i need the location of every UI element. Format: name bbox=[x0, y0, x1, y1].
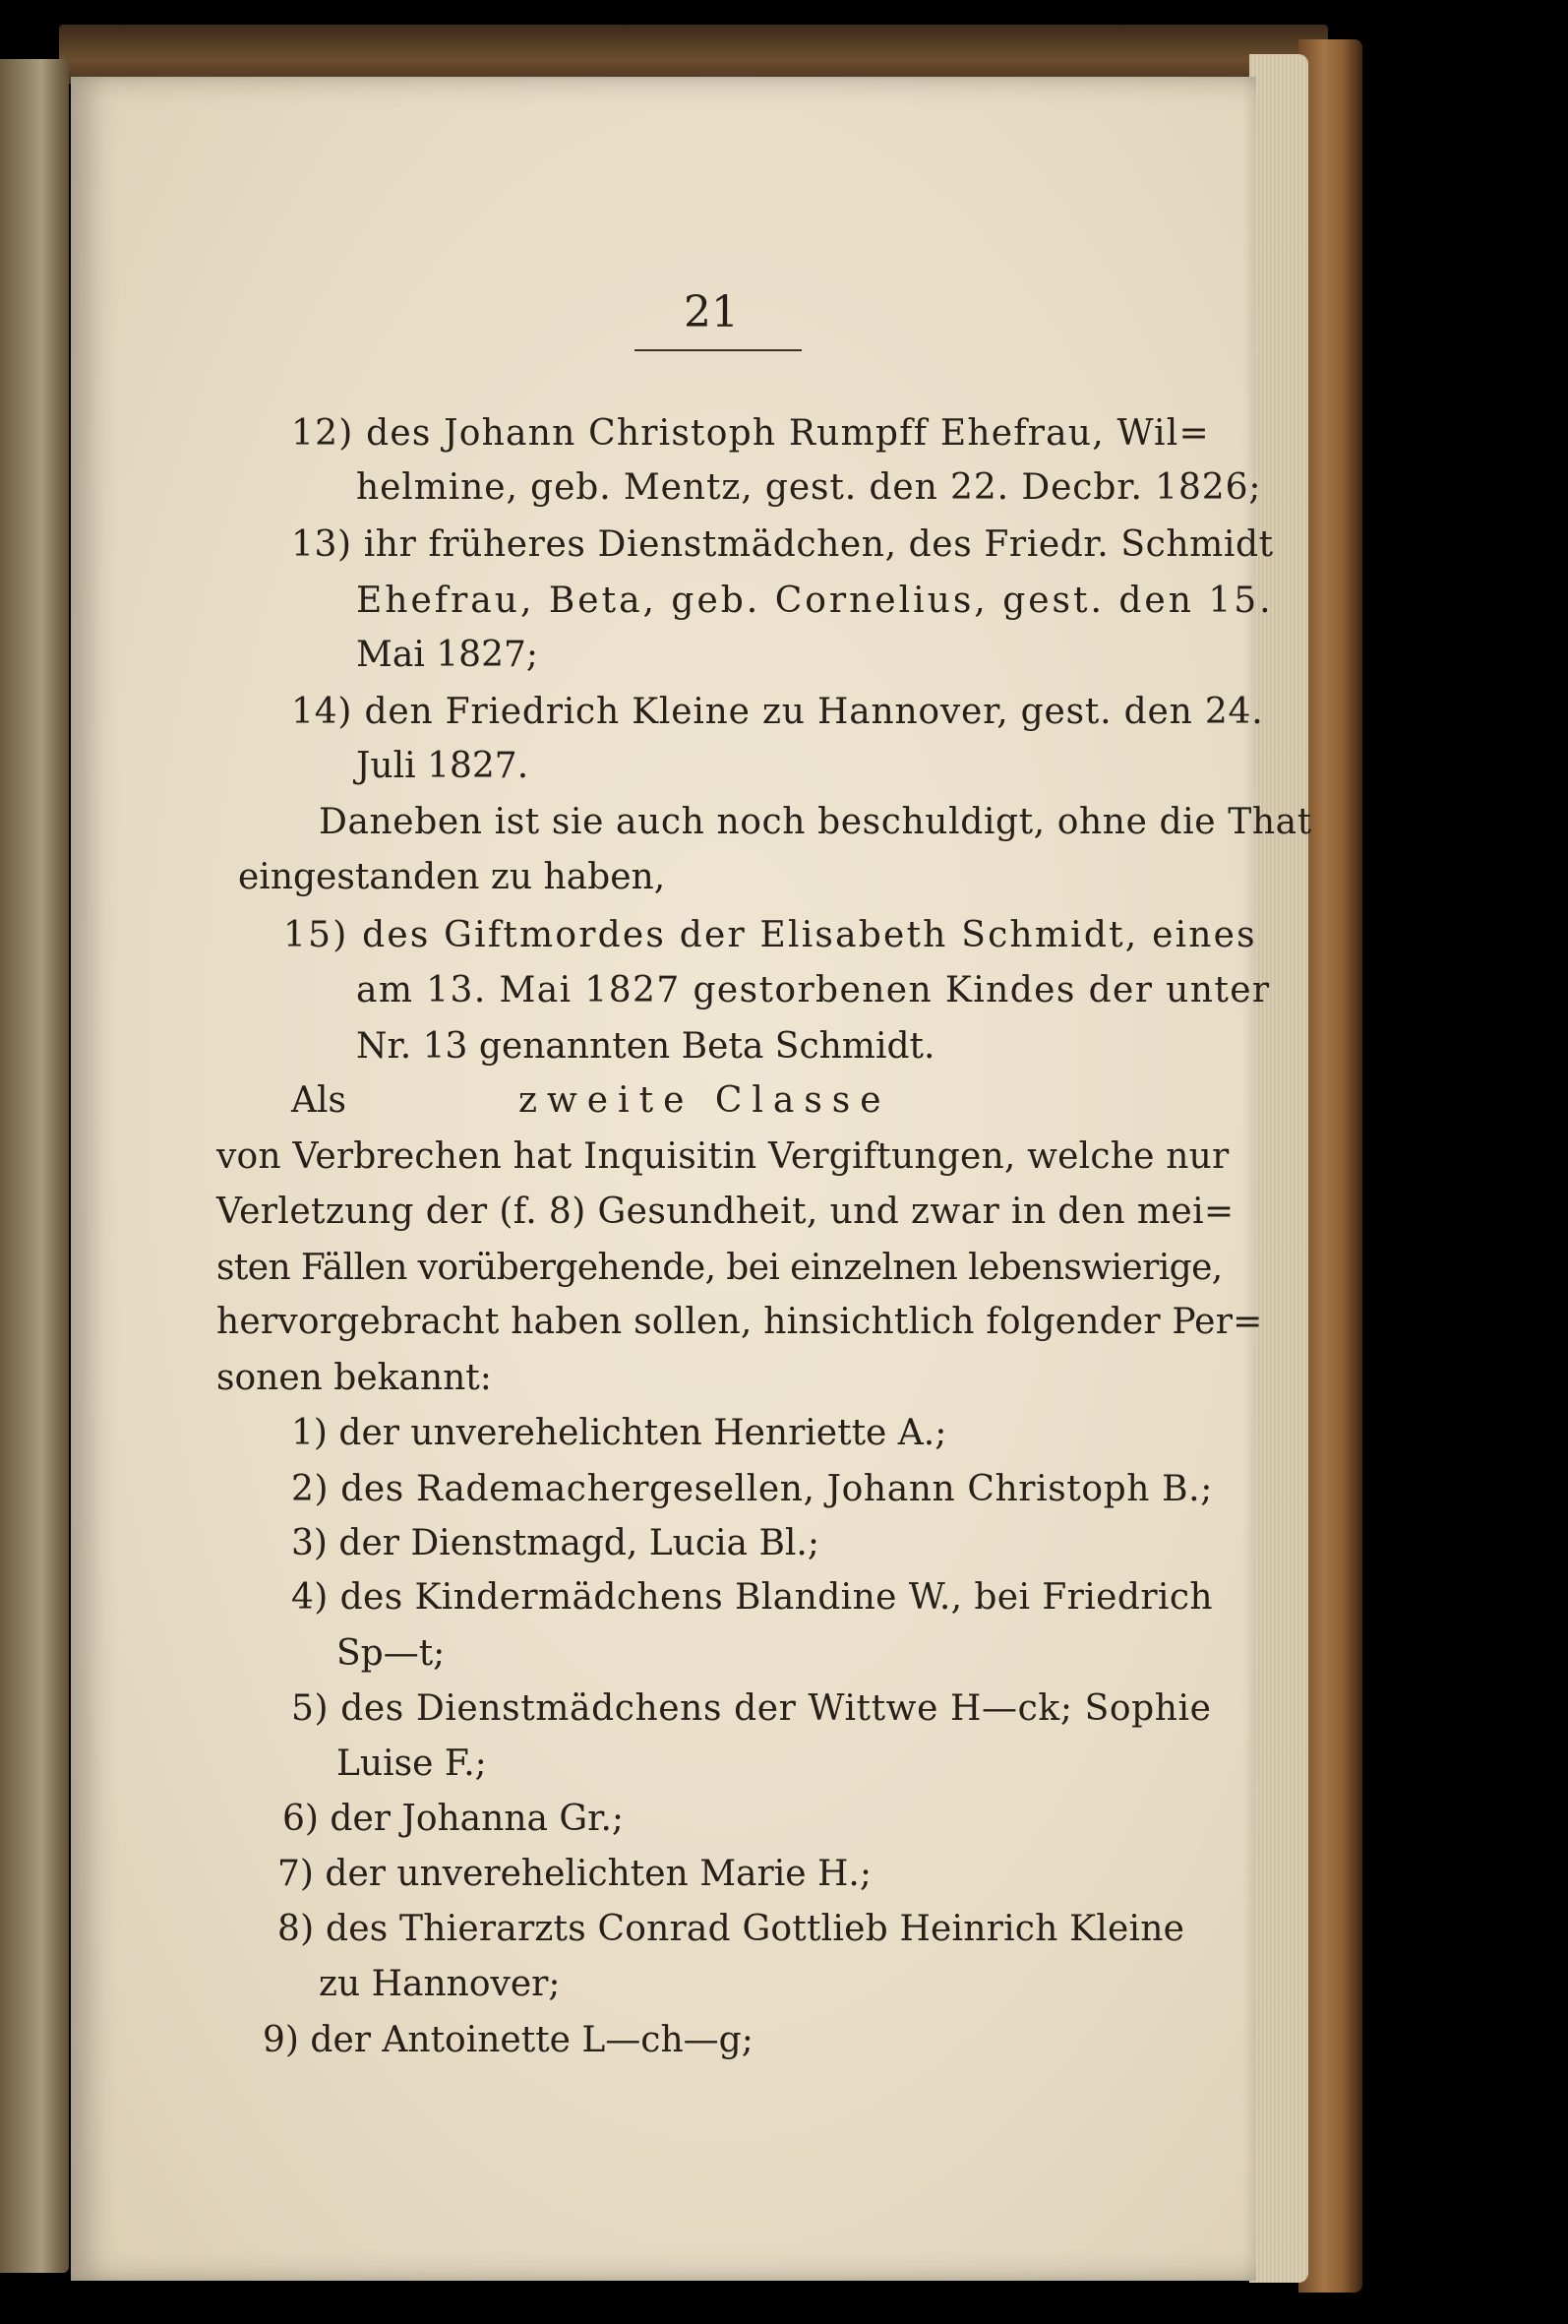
text-line: am 13. Mai 1827 gestorbenen Kindes der unter bbox=[356, 970, 1271, 1010]
list-item: 2) des Rademachergesellen, Johann Christoph B.; bbox=[291, 1469, 1213, 1509]
text-line: Juli 1827. bbox=[356, 746, 529, 786]
list-item: 9) der Antoinette L—ch—g; bbox=[263, 2020, 754, 2060]
list-item: 6) der Johanna Gr.; bbox=[282, 1799, 625, 1839]
list-item: 3) der Dienstmagd, Lucia Bl.; bbox=[291, 1523, 819, 1563]
text-line: Daneben ist sie auch noch beschuldigt, ohne die That bbox=[319, 802, 1312, 842]
facing-page-edge bbox=[0, 59, 69, 2273]
list-item: 1) der unverehelichten Henriette A.; bbox=[291, 1413, 947, 1453]
page-number-rule bbox=[634, 349, 802, 351]
book-page bbox=[71, 77, 1312, 2281]
list-item: 7) der unverehelichten Marie H.; bbox=[277, 1854, 872, 1894]
text-line: 15) des Giftmordes der Elisabeth Schmidt, eines bbox=[283, 915, 1257, 955]
book-cover-top bbox=[59, 25, 1328, 84]
text-line: Ehefrau, Beta, geb. Cornelius, gest. den 15. bbox=[356, 581, 1274, 621]
text-line: Als bbox=[291, 1080, 346, 1121]
text-line: sonen bekannt: bbox=[216, 1358, 492, 1398]
text-line: Mai 1827; bbox=[356, 635, 539, 675]
text-line: helmine, geb. Mentz, gest. den 22. Decbr. 1826; bbox=[356, 467, 1262, 508]
text-line: 13) ihr früheres Dienstmädchen, des Friedr. Schmidt bbox=[291, 524, 1274, 565]
list-item: 4) des Kindermädchens Blandine W., bei Friedrich bbox=[291, 1577, 1213, 1618]
text-line: 12) des Johann Christoph Rumpff Ehefrau, Wil= bbox=[291, 413, 1210, 454]
text-line: Verletzung der (f. 8) Gesundheit, und zwar in den mei= bbox=[216, 1192, 1235, 1232]
text-line: hervorgebracht haben sollen, hinsichtlich folgender Per= bbox=[216, 1302, 1263, 1342]
text-line: von Verbrechen hat Inquisitin Vergiftungen, welche nur bbox=[216, 1136, 1230, 1177]
text-line: eingestanden zu haben, bbox=[238, 857, 666, 897]
list-item: Luise F.; bbox=[336, 1743, 487, 1784]
text-line: sten Fällen vorübergehende, bei einzelnen lebenswierige, bbox=[216, 1248, 1223, 1288]
list-item: 5) des Dienstmädchens der Wittwe H—ck; Sophie bbox=[291, 1688, 1212, 1729]
text-line: Nr. 13 genannten Beta Schmidt. bbox=[356, 1026, 935, 1067]
text-line: 14) den Friedrich Kleine zu Hannover, gest. den 24. bbox=[291, 692, 1264, 732]
list-item: 8) des Thierarzts Conrad Gottlieb Heinrich Kleine bbox=[277, 1909, 1185, 1949]
page-number: 21 bbox=[684, 287, 739, 337]
page-stack-edges bbox=[1249, 54, 1308, 2283]
list-item: zu Hannover; bbox=[319, 1964, 561, 2004]
section-heading: zweite Classe bbox=[518, 1080, 891, 1121]
list-item: Sp—t; bbox=[336, 1633, 446, 1674]
